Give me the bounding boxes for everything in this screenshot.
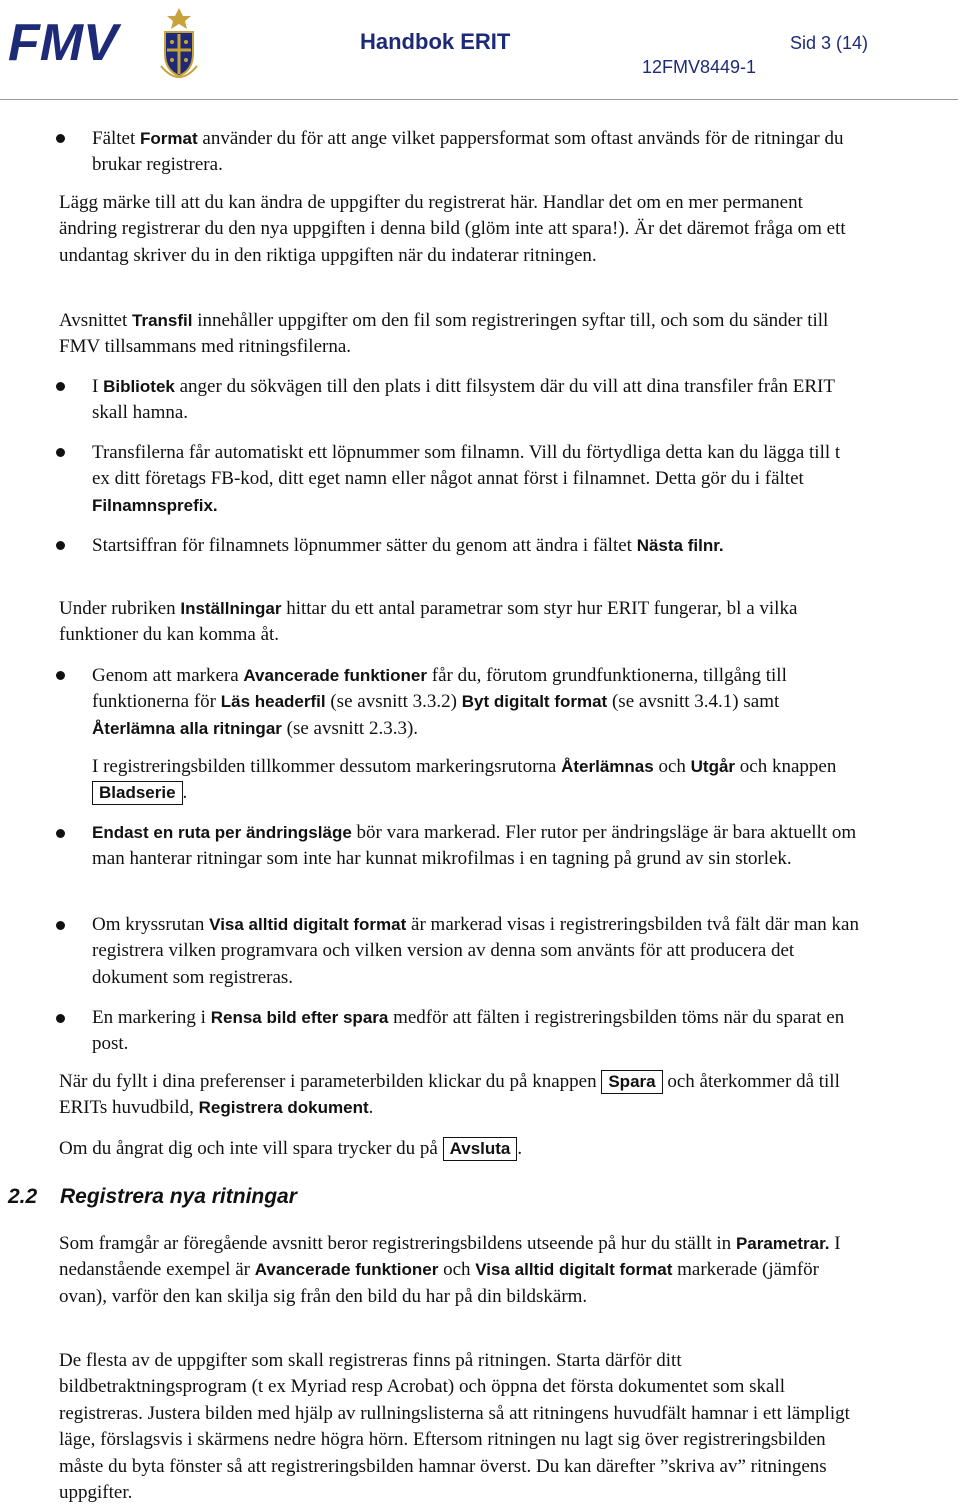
bullet-icon	[56, 1014, 65, 1023]
page-header	[0, 0, 960, 102]
bladserie-button[interactable]: Bladserie	[92, 781, 183, 805]
document-number: 12FMV8449-1	[642, 57, 757, 77]
bullet-icon	[56, 541, 65, 550]
list-item: Genom att markera Avancerade funktioner får du, förutom grundfunktionerna, tillgång till funktionerna för Läs headerfil (se avsnitt 3.3.2) Byt digitalt format (se avsnitt 3.4.1) samt Återlämna alla ritningar (se avsnitt 2.3.3).	[92, 665, 787, 739]
bullet-icon	[56, 829, 65, 838]
spara-button[interactable]: Spara	[601, 1070, 662, 1094]
page-number: Sid 3 (14)	[790, 33, 869, 53]
paragraph: De flesta av de uppgifter som skall registreras finns på ritningen. Starta därför ditt bildbetraktningsprogram (t ex Myriad resp Acrobat) och öppna det första dokumentet som skall registreras. Justera bilden med hjälp av rullningslisterna så att ritningens huvudfält hamnar i ett lämpligt läge, förslagsvis i skärmens nedre högra hörn. Eftersom ritningen nu lagt sig över registreringsbilden måste du byta fönster så att registreringsbilden hamnar överst. Du kan därefter ”skriva av” ritningens uppgifter.	[59, 1350, 850, 1504]
header-divider	[0, 99, 958, 100]
svg-text:FMV: FMV	[8, 14, 118, 72]
list-item: En markering i Rensa bild efter spara medför att fälten i registreringsbilden töms när du sparat en post.	[92, 1007, 845, 1055]
bullet-icon	[56, 921, 65, 930]
document-title: Handbok ERIT	[360, 29, 511, 54]
fmv-logo	[6, 2, 216, 80]
bullet-icon	[56, 448, 65, 457]
paragraph: Lägg märke till att du kan ändra de uppgifter du registrerat här. Handlar det om en mer permanent ändring registrerar du den nya uppgiften i denna bild (glöm inte att spara!). Är det däremot fråga om ett undantag skriver du in den riktiga uppgiften när du indaterar ritningen.	[59, 192, 846, 266]
list-item: Om kryssrutan Visa alltid digitalt format är markerad visas i registreringsbilden två fält där man kan registrera vilken programvara och vilken version av denna som använts för att producera det dokument som registreras.	[92, 914, 859, 988]
bullet-icon	[56, 382, 65, 391]
section-heading: 2.2 Registrera nya ritningar	[8, 1185, 297, 1208]
paragraph: I registreringsbilden tillkommer dessutom markeringsrutorna Återlämnas och Utgår och knappen Bladserie .	[92, 756, 837, 804]
list-item: Fältet Format använder du för att ange vilket pappersformat som oftast används för de ritningar du brukar registrera.	[92, 128, 844, 176]
list-item: Endast en ruta per ändringsläge bör vara markerad. Fler rutor per ändringsläge är bara aktuellt om man hanterar ritningar som inte har kunnat mikrofilmas i en tagning på grund av sin storlek.	[92, 822, 857, 870]
crest-icon	[161, 8, 197, 77]
paragraph: Om du ångrat dig och inte vill spara trycker du på Avsluta .	[59, 1138, 523, 1159]
paragraph: Under rubriken Inställningar hittar du ett antal parametrar som styr hur ERIT fungerar, bl a vilka funktioner du kan komma åt.	[59, 598, 798, 646]
paragraph: Avsnittet Transfil innehåller uppgifter om den fil som registreringen syftar till, och som du sänder till FMV tillsammans med ritningsfilerna.	[59, 310, 829, 358]
bullet-icon	[56, 134, 65, 143]
paragraph: Som framgår ar föregående avsnitt beror registreringsbildens utseende på hur du ställt in Parametrar. I nedanstående exempel är Avancerade funktioner och Visa alltid digitalt format markerade (jämför ovan), varför den kan skilja sig från den bild du har på din bildskärm.	[59, 1233, 841, 1307]
list-item: Transfilerna får automatiskt ett löpnummer som filnamn. Vill du förtydliga detta kan du lägga till t ex ditt företags FB-kod, ditt eget namn eller något annat först i filnamnet. Detta gör du i fältet Filnamnsprefix.	[92, 442, 841, 515]
paragraph: När du fyllt i dina preferenser i parameterbilden klickar du på knappen Spara och återkommer då till ERITs huvudbild, Registrera dokument.	[59, 1071, 840, 1119]
bullet-icon	[56, 671, 65, 680]
list-item: Startsiffran för filnamnets löpnummer sätter du genom att ändra i fältet Nästa filnr.	[92, 535, 724, 556]
avsluta-button[interactable]: Avsluta	[443, 1137, 518, 1161]
list-item: I Bibliotek anger du sökvägen till den plats i ditt filsystem där du vill att dina transfiler från ERIT skall hamna.	[92, 376, 835, 424]
